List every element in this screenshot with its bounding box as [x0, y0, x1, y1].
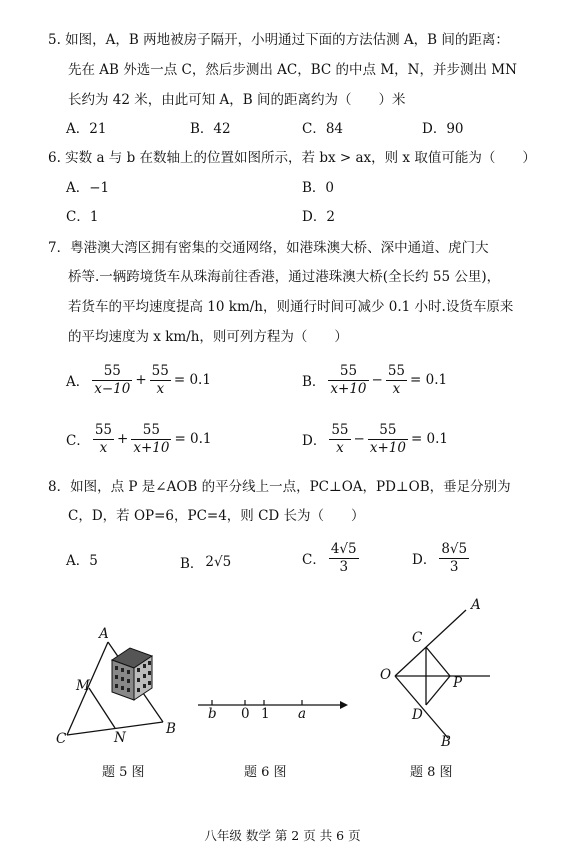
- q6-option-c: C．1: [66, 209, 99, 225]
- operator: −: [371, 372, 383, 389]
- numerator: 55: [387, 363, 406, 379]
- denominator: 3: [449, 558, 459, 575]
- fig8-label-o: O: [380, 667, 392, 683]
- fig8-label-a: A: [471, 597, 481, 613]
- fig8-label-p: P: [453, 675, 463, 691]
- denominator: x+10: [369, 439, 406, 456]
- fig8-label-d: D: [412, 707, 423, 723]
- operator: +: [135, 372, 147, 389]
- option-label: B．: [302, 374, 326, 391]
- operator: −: [353, 431, 365, 448]
- denominator: x: [99, 439, 108, 456]
- numerator: 55: [328, 364, 368, 381]
- fig6-label-zero: 0: [241, 706, 250, 722]
- q7-line1: 7．粤港澳大湾区拥有密集的交通网络，如港珠澳大桥、深中通道、虎门大: [48, 240, 489, 256]
- segment-pd: [426, 676, 450, 705]
- fig5-label-a: A: [99, 626, 109, 642]
- q5-line2: 先在 AB 外选一点 C，然后步测出 AC，BC 的中点 M，N，并步测出 MN: [68, 62, 517, 78]
- q7-line3: 若货车的平均速度提高 10 km/h，则通行时间可减少 0.1 小时.设货车原来: [68, 299, 514, 315]
- q5-option-b: B．42: [190, 121, 231, 137]
- q8-line2: C，D，若 OP=6，PC=4，则 CD 长为（ ）: [68, 508, 365, 524]
- numerator: 55: [368, 423, 408, 440]
- numerator: 55: [94, 422, 113, 438]
- rhs: = 0.1: [410, 372, 448, 389]
- q5-option-d: D．90: [422, 121, 464, 137]
- page-footer: 八年级 数学 第 2 页 共 6 页: [204, 828, 361, 843]
- q5-line1: 5. 如图，A，B 两地被房子隔开，小明通过下面的方法估测 A，B 间的距离：: [48, 32, 509, 48]
- option-label: C．: [66, 433, 90, 450]
- fig5-label-c: C: [56, 731, 67, 747]
- option-label: D．: [412, 552, 437, 569]
- segment-pc: [426, 647, 450, 676]
- operator: +: [117, 431, 129, 448]
- fig6-label-a: a: [298, 706, 307, 722]
- fig6-label-b: b: [208, 706, 217, 722]
- fig5-label-n: N: [114, 730, 126, 746]
- q8-line1: 8．如图，点 P 是∠AOB 的平分线上一点，PC⊥OA，PD⊥OB，垂足分别为: [48, 479, 511, 495]
- numerator: 8√5: [441, 541, 468, 557]
- q7-line4: 的平均速度为 x km/h，则可列方程为（ ）: [68, 329, 348, 345]
- fig8-label-b: B: [441, 734, 451, 750]
- q5-option-c: C．84: [302, 121, 344, 137]
- option-value: 2√5: [205, 554, 232, 570]
- denominator: x+10: [330, 380, 367, 397]
- fig8-label-c: C: [412, 630, 423, 646]
- rhs: = 0.1: [174, 431, 212, 448]
- numerator: 4√5: [330, 541, 357, 557]
- option-label: D．: [302, 433, 327, 450]
- denominator: x: [392, 380, 401, 397]
- ray-oa: [395, 610, 466, 676]
- rhs: = 0.1: [410, 431, 449, 448]
- denominator: x−10: [94, 380, 131, 397]
- numerator: 55: [92, 364, 132, 381]
- denominator: x+10: [133, 439, 170, 456]
- fig6-label-one: 1: [261, 706, 270, 722]
- q6-option-a: A．−1: [66, 180, 110, 196]
- fig5-caption: 题 5 图: [102, 765, 145, 780]
- fig8-caption: 题 8 图: [410, 765, 453, 780]
- rhs: = 0.1: [173, 372, 211, 389]
- q8-option-a: A．5: [66, 553, 98, 569]
- q7-line2: 桥等.一辆跨境货车从珠海前往香港，通过港珠澳大桥(全长约 55 公里)，: [68, 269, 501, 285]
- q6-option-d: D．2: [302, 209, 335, 225]
- denominator: x: [336, 439, 344, 456]
- q5-line3: 长约为 42 米，由此可知 A，B 间的距离约为（ ）米: [68, 92, 406, 108]
- fig5-label-m: M: [76, 678, 90, 694]
- q5-option-a: A．21: [66, 121, 107, 137]
- q6-line1: 6. 实数 a 与 b 在数轴上的位置如图所示，若 bx > ax，则 x 取值可能为（ ）: [48, 150, 536, 166]
- q6-option-b: B．0: [302, 180, 335, 196]
- fig6-caption: 题 6 图: [244, 765, 287, 780]
- denominator: 3: [339, 558, 349, 575]
- numerator: 55: [151, 363, 169, 379]
- numerator: 55: [331, 422, 349, 438]
- numerator: 55: [131, 423, 171, 440]
- option-label: B．: [180, 556, 204, 572]
- denominator: x: [156, 380, 165, 397]
- option-label: A．: [66, 374, 90, 391]
- fig5-label-b: B: [166, 721, 176, 737]
- option-label: C．: [302, 552, 326, 569]
